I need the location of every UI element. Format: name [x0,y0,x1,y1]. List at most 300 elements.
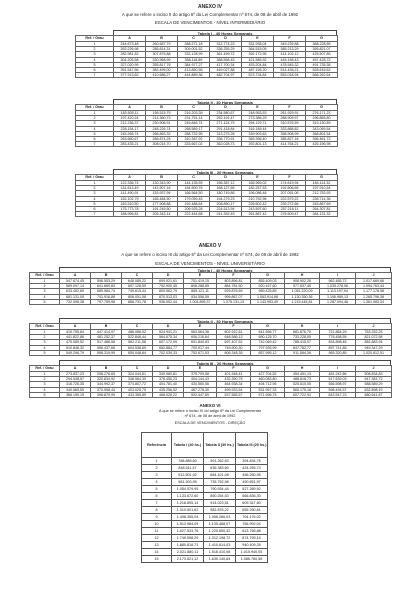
salary-cell: 224.513,94 [210,206,242,211]
salary-cell: 864.781,50 [217,284,251,289]
column-header: F [274,36,306,42]
column-header: E [242,175,274,181]
table-row [142,549,268,556]
salary-cell: 742.069,42 [251,340,285,345]
salary-cell: 362.028,73 [210,142,242,147]
salary-cell: 435.256,52 [153,387,184,392]
salary-cell: 188.956,81 [114,212,146,217]
salary-cell: 1.287.094,46 [320,299,356,304]
salary-cell: 336.770,91 [210,136,242,141]
salary-cell: 441.822,86 [60,335,91,340]
column-header: A [60,366,91,372]
row-grade-cell: 2 [76,116,114,121]
salary-cell: 444.889,36 [178,73,210,78]
salary-cell: 568.262,64 [306,73,338,78]
salary-cell: 285.814,31 [146,47,178,52]
row-grade-cell: 2 [30,335,60,340]
table-row [142,493,268,500]
salary-cell: 523.734,84 [242,73,274,78]
row-grade-cell: 7 [76,73,114,78]
salary-cell: 184.114,32 [306,181,338,186]
salary-cell: 358.118,89 [178,57,210,62]
salary-cell: 424.255,73 [236,465,268,472]
salary-cell: 1.361.083,34 [356,299,392,304]
salary-cell: 228.154,17 [114,126,146,131]
salary-cell: 382.499,00 [146,67,178,72]
salary-cell: 131.613,49 [114,186,146,191]
salary-cell: 809.562,79 [153,289,184,294]
reference-cell: 14 [142,549,172,556]
salary-cell: 447.414,97 [91,330,122,335]
column-header: I [320,366,356,372]
salary-cell: 999.867,07 [217,294,251,299]
salary-cell: 962.485,72 [320,279,356,284]
salary-cell: 368.801,54 [306,131,338,136]
salary-cell: 699.921,61 [153,279,184,284]
salary-cell: 366.199,19 [60,392,91,397]
salary-cell: 283.435,21 [114,142,146,147]
row-grade-cell: 4 [30,345,60,350]
salary-cell: 821.072,58 [356,335,392,340]
salary-cell: 310.576,59 [274,121,306,126]
salary-cell: 266.863,32 [146,131,178,136]
salary-cell: 588.589,29 [356,382,392,387]
salary-cell: 197.910,54 [306,186,338,191]
salary-cell: 449.027,88 [210,67,242,72]
salary-cell: 392.801,13 [242,142,274,147]
table-row [76,73,338,78]
column-header: G [306,105,338,111]
salary-cell: 487.195,20 [242,67,274,72]
salary-cell: 355.817,76 [146,62,178,67]
salary-cell: 239.272,66 [274,201,306,206]
salary-cell: 261.929,91 [274,111,306,116]
salary-cell: 245.265,74 [114,131,146,136]
column-header: A [114,175,146,181]
salary-cell: 212.753,93 [306,191,338,196]
salary-cell: 591.262,63 [204,458,236,465]
salary-cell: 207.051,06 [274,191,306,196]
salary-cell: 1.086.760,56 [236,556,268,563]
salary-cell: 607.172,09 [153,340,184,345]
salary-cell: 368.228,65 [306,42,338,47]
salary-cell: 1.143.993,49 [251,299,285,304]
salary-cell: 556.598,97 [320,382,356,387]
salary-cell: 307.875,88 [146,52,178,57]
salary-cell: 385.213,29 [274,47,306,52]
salary-cell: 517.488,56 [91,340,122,345]
salary-cell: 296.865,80 [306,116,338,121]
column-header: Ref. / Grau [76,105,114,111]
table-row [142,465,268,472]
salary-cell: 260.687,79 [146,42,178,47]
salary-cell: 183.505,11 [114,111,146,116]
salary-cell: 652.884,77 [153,345,184,350]
salary-cell: 308.014,70 [146,142,178,147]
column-header: I [320,273,356,279]
salary-cell: 327.020,99 [114,62,146,67]
row-grade-cell: 3 [30,340,60,345]
salary-cell: 273.386,29 [242,116,274,121]
salary-cell: 790.934,44 [204,486,236,493]
column-header: E [242,105,274,111]
salary-cell: 949.347,29 [356,345,392,350]
row-grade-cell: 2 [30,284,60,289]
column-header: C [122,324,153,330]
column-header: Tabela II (30 hs.) [204,433,236,458]
salary-cell: 141.490,91 [114,191,146,196]
column-header: G [251,273,285,279]
row-grade-cell: 5 [30,299,60,304]
row-grade-cell: 1 [30,330,60,335]
salary-cell: 248.226,74 [146,126,178,131]
salary-cell: 268.589,17 [178,126,210,131]
column-header: F [274,105,306,111]
column-header: D [153,273,184,279]
salary-cell: 690.125,70 [251,335,285,340]
salary-cell: 166.564,50 [178,191,210,196]
salary-cell: 1.513.984,09 [172,521,204,528]
salary-cell: 333.667,02 [178,142,210,147]
salary-cell: 2.021.880,11 [172,549,204,556]
salary-cell: 1.749.598,29 [172,535,204,542]
salary-cell: 195.515,79 [146,111,178,116]
salary-cell: 177.908,88 [146,201,178,206]
table-row [142,514,268,521]
salary-cell: 210.792,96 [242,196,274,201]
row-grade-cell: 4 [30,387,60,392]
salary-cell: 602.922,61 [217,330,251,335]
table-row [142,479,268,486]
salary-cell: 596.553,29 [91,279,122,284]
column-header: F [217,324,251,330]
column-header: H [285,366,320,372]
salary-cell: 194.279,23 [210,196,242,201]
column-header: F [217,366,251,372]
salary-cell: 421.585,92 [242,57,274,62]
column-header: G [306,175,338,181]
column-header: Ref. / Grau [76,36,114,42]
column-header: Ref. / Grau [76,175,114,181]
salary-cell: 404.144,43 [184,377,217,382]
row-grade-cell: 3 [76,121,114,126]
salary-cell: 808.288,85 [184,284,217,289]
salary-cell: 154.500,76 [178,186,210,191]
column-header: B [146,36,178,42]
salary-cell: 284.131,32 [306,212,338,217]
salary-cell: 165.969,02 [242,181,274,186]
salary-cell: 174.619,94 [274,181,306,186]
salary-cell: 702.039,33 [153,350,184,355]
salary-cell: 1.051.220,09 [285,289,320,294]
row-grade-cell: 6 [76,67,114,72]
column-header: A [114,105,146,111]
table-row [76,212,338,217]
salary-cell: 196.086,48 [242,191,274,196]
row-grade-cell: 7 [76,142,114,147]
salary-cell: 697.128,59 [122,284,153,289]
reference-cell: 5 [142,486,172,493]
salary-cell: 142.907,16 [146,186,178,191]
salary-cell: 358.908,99 [274,131,306,136]
salary-cell: 395.821,07 [306,47,338,52]
salary-cell: 934.556,59 [184,294,217,299]
table-row [142,535,268,542]
salary-cell: 1.310.501,62 [172,507,204,514]
reference-cell: 1 [142,458,172,465]
salary-cell: 1.004.895,37 [184,299,217,304]
salary-cell: 385.827,16 [274,136,306,141]
salary-cell: 486.066,92 [122,330,153,335]
salary-cell: 197.420,24 [114,116,146,121]
salary-cell: 522.846,44 [122,335,153,340]
salary-cell: 1.075.131,13 [217,299,251,304]
table-caption: Tabela II - 30 Horas Semanais [113,99,337,104]
salary-cell: 850.254,53 [204,493,236,500]
salary-cell: 212.236,37 [114,121,146,126]
reference-cell: 8 [142,507,172,514]
column-header: D [153,366,184,372]
salary-cell: 490.651,97 [236,479,268,486]
salary-cell: 681.676,70 [285,330,320,335]
column-header: A [60,273,91,279]
salary-cell: 1.020.812,51 [356,350,392,355]
table-row [30,299,392,304]
salary-cell: 866.731,78 [122,299,153,304]
salary-cell: 1.215.445,81 [285,299,320,304]
salary-cell: 1.627.533,76 [172,528,204,535]
salary-cell: 222.444,68 [178,212,210,217]
salary-cell: 556.437,66 [91,345,122,350]
salary-cell: 282.981,82 [114,52,146,57]
table-caption: Tabela III - 20 Horas Semanais [113,169,337,174]
salary-cell: 733.228,09 [285,335,320,340]
row-grade-cell: 5 [76,62,114,67]
annex5-subtitle: A que se refere o inciso III do artigo 6º da Lei Complementar nº 674, de 08 de abril de 1992 [121,252,299,257]
reference-cell: 9 [142,514,172,521]
column-header: B [91,273,122,279]
salary-cell: 641.669,83 [91,284,122,289]
annex6-subtitle-line2: nº 674, de 08 de abril de 1992 [184,414,236,418]
column-header: H [285,273,320,279]
salary-cell: 1.135.488,07 [204,521,236,528]
salary-cell: 427.704,52 [251,372,285,377]
salary-cell: 604.538,69 [122,345,153,350]
column-header: H [285,324,320,330]
salary-cell: 982.876,22 [204,507,236,514]
salary-cell: 704.176,02 [236,514,268,521]
salary-cell: 263.660,67 [114,136,146,141]
salary-cell: 276.509,47 [274,212,306,217]
annex6-title: ANEXO VI [199,403,221,408]
table-row [142,486,268,493]
salary-cell: 589.097,14 [60,284,91,289]
salary-cell: 1.035.278,06 [320,284,356,289]
row-grade-cell: 2 [76,47,114,52]
row-grade-cell: 1 [76,42,114,47]
row-grade-cell: 5 [76,131,114,136]
salary-cell: 304.205,58 [114,57,146,62]
salary-cell: 432.390,75 [217,377,251,382]
salary-cell: 697.407,52 [217,340,251,345]
salary-cell: 908.902,26 [285,279,320,284]
salary-cell: 940.409,35 [236,542,268,549]
column-header: D [210,105,242,111]
reference-cell: 13 [142,542,172,549]
salary-cell: 1.516.410,08 [204,549,236,556]
salary-cell: 633.452,69 [60,289,91,294]
salary-cell: 912.501,92 [172,472,204,479]
salary-cell: 651.840,83 [184,340,217,345]
row-grade-cell: 4 [76,196,114,201]
salary-cell: 803.896,81 [217,279,251,284]
salary-cell: 655.250,81 [236,507,268,514]
reference-cell: 15 [142,556,172,563]
salary-cell: 1.265.796,38 [356,294,392,299]
salary-cell: 517.639,03 [320,377,356,382]
salary-cell: 756.992,04 [236,521,268,528]
column-header: E [184,324,217,330]
salary-cell: 144.135,59 [178,181,210,186]
salary-cell: 847.762,77 [285,345,320,350]
salary-cell: 681.131,09 [60,294,91,299]
salary-cell: 467.278,30 [184,387,217,392]
salary-cell: 763.252,25 [356,330,392,335]
row-grade-cell: 5 [30,350,60,355]
salary-cell: 488.818,73 [285,377,320,382]
salary-cell: 384.977,27 [178,62,210,67]
table-row [142,521,268,528]
column-header: J [356,273,392,279]
salary-cell: 813.766,88 [236,528,268,535]
table-caption: Tabela III - 20 Horas Semanais [59,360,391,365]
salary-cell: 208.850,17 [210,201,242,206]
salary-cell: 478.545,32 [274,62,306,67]
salary-cell: 834.898,46 [320,340,356,345]
salary-cell: 324.044,61 [122,372,153,377]
salary-cell: 1.630.140,84 [204,556,236,563]
salary-cell: 291.418,84 [210,126,242,131]
salary-cell: 735.752,96 [204,479,236,486]
table-row [142,500,268,507]
salary-cell: 749.900,30 [217,345,251,350]
column-header: C [122,273,153,279]
table-caption: Tabela II - 30 Horas Semanais [59,318,391,323]
salary-cell: 741.916,88 [91,294,122,299]
salary-cell: 499.933,54 [217,387,251,392]
salary-cell: 1.063.914,66 [251,294,285,299]
salary-cell: 648.586,13 [217,335,251,340]
salary-cell: 920.167,60 [251,284,285,289]
salary-cell: 528.615,62 [306,67,338,72]
reference-cell: 10 [142,521,172,528]
row-grade-cell: 2 [76,186,114,191]
salary-cell: 751.419,15 [184,279,217,284]
table-row [142,556,268,563]
table-row [142,458,268,465]
salary-cell: 192.606,65 [274,186,306,191]
salary-cell: 481.252,37 [91,335,122,340]
column-header: C [178,36,210,42]
column-header: B [91,366,122,372]
salary-cell: 249.846,74 [178,121,210,126]
salary-cell: 806.348,35 [217,350,251,355]
salary-cell: 413.850,56 [178,67,210,72]
column-header: F [217,273,251,279]
column-header: B [146,105,178,111]
row-grade-cell: 1 [76,181,114,186]
salary-cell: 273.837,23 [60,372,91,377]
salary-cell: 1.054.579,95 [172,486,204,493]
reference-cell: 6 [142,493,172,500]
row-grade-cell: 3 [30,382,60,387]
salary-cell: 510.848,32 [60,345,91,350]
salary-cell: 222.579,22 [274,196,306,201]
salary-cell: 648.089,22 [122,279,153,284]
salary-cell: 1.130.350,36 [285,294,320,299]
salary-cell: 797.759,98 [91,299,122,304]
reference-cell: 4 [142,479,172,486]
salary-cell: 309.001,52 [178,47,210,52]
salary-cell: 689.984,74 [91,289,122,294]
salary-cell: 168.127,65 [210,186,242,191]
salary-cell: 333.868,82 [274,126,306,131]
salary-cell: 163.510,50 [114,201,146,206]
salary-cell: 414.764,21 [274,142,306,147]
annex6-subtitle-line1: A que se refere o inciso IV do artigo 6º da Lei Complementar [158,409,262,413]
column-header: G [251,324,285,330]
salary-cell: 243.597,60 [242,206,274,211]
salary-cell: 288.909,97 [274,116,306,121]
salary-cell: 417.700,34 [210,62,242,67]
salary-cell: 700.917,44 [184,345,217,350]
salary-cell: 1.880.818,71 [172,542,204,549]
salary-cell: 643.547,23 [320,392,356,397]
salary-cell: 632.898,19 [356,387,392,392]
salary-cell: 228.714,36 [306,196,338,201]
salary-cell: 1.094.763,44 [356,284,392,289]
salary-cell: 531.957,33 [251,387,285,392]
salary-cell: 549.298,79 [60,350,91,355]
table-row [142,507,268,514]
annex5-scale: ESCALA DE VENCIMENTOS - NÍVEL UNIVERSITÁRIO [155,261,265,266]
salary-cell: 152.102,79 [114,196,146,201]
salary-cell: 316.189,44 [242,126,274,131]
salary-cell: 349.960,81 [153,372,184,377]
salary-cell: 525.610,05 [285,382,320,387]
salary-cell: 869.121,11 [184,289,217,294]
salary-cell: 375.709,58 [184,372,217,377]
salary-cell: 165.484,50 [146,196,178,201]
row-grade-cell: 4 [30,294,60,299]
reference-cell: 7 [142,500,172,507]
salary-cell: 752.900,45 [153,284,184,289]
salary-cell: 553.018,94 [274,73,306,78]
column-header: B [146,175,178,181]
salary-cell: 130.343,90 [146,181,178,186]
salary-cell: 965.320,85 [320,350,356,355]
salary-cell: 566.836,30 [236,493,268,500]
reference-cell: 2 [142,465,172,472]
salary-cell: 298.276,65 [91,372,122,377]
salary-cell: 434.560,56 [184,382,217,387]
table-row [142,472,268,479]
salary-cell: 453.204,84 [242,62,274,67]
salary-cell: 464.938,34 [217,382,251,387]
salary-cell: 336.255,29 [210,47,242,52]
salary-cell: 563.564,36 [184,330,217,335]
salary-cell: 684.421,08 [204,472,236,479]
